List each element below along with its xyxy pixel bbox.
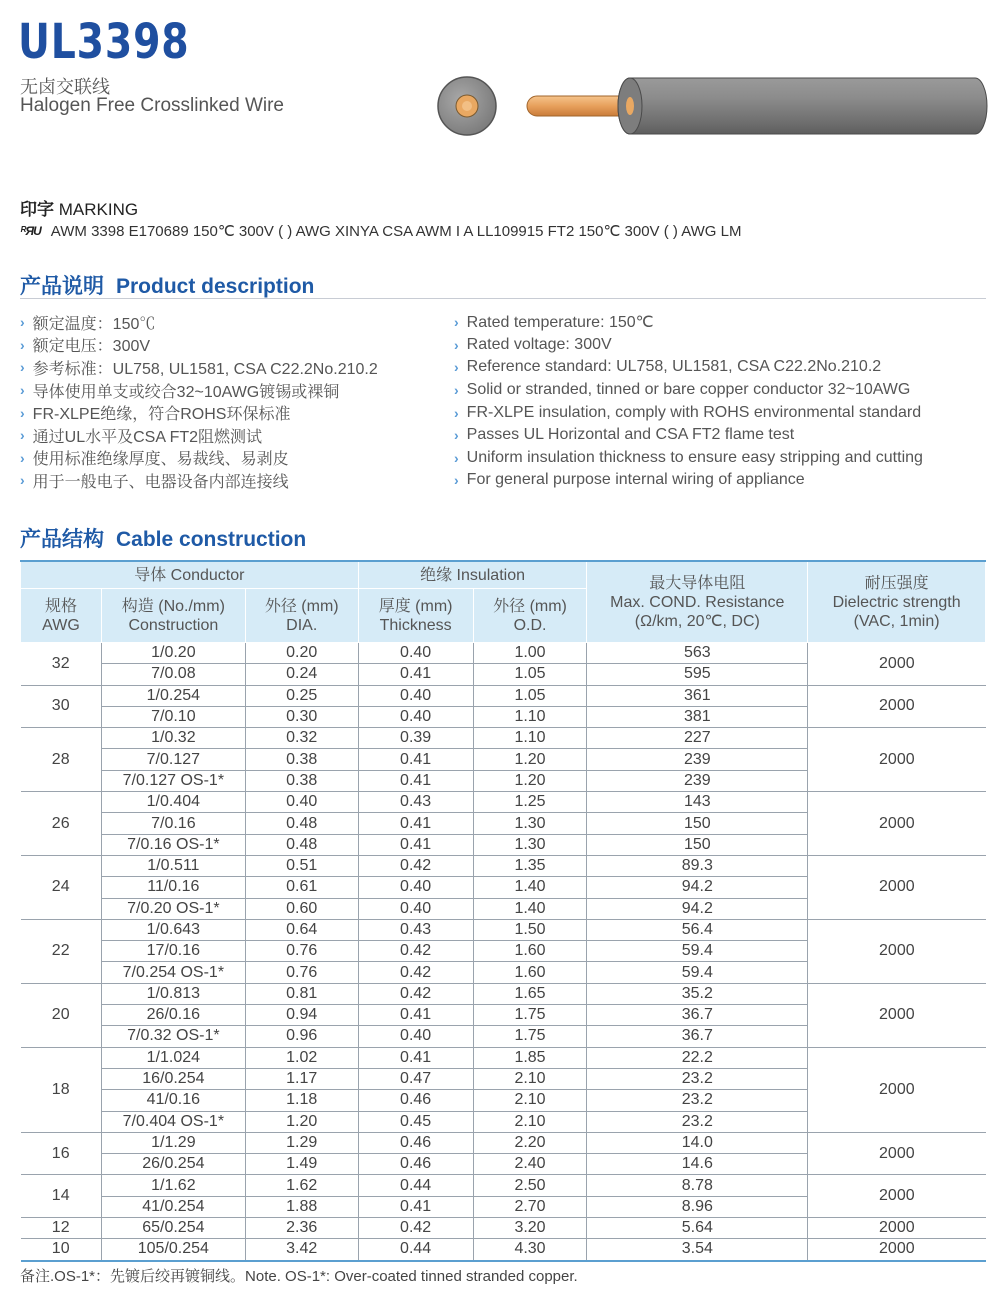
thickness-cell: 0.41 [358, 834, 473, 855]
awg-cell: 30 [21, 685, 102, 728]
chevron-right-icon: › [20, 472, 25, 489]
thickness-header-line: Thickness [379, 616, 452, 634]
description-item [454, 334, 923, 357]
construction-cell: 7/0.32 OS-1* [101, 1026, 245, 1047]
dia-cell: 0.48 [245, 834, 358, 855]
table-row [21, 643, 986, 664]
dia-cell: 0.51 [245, 855, 358, 876]
awg-cell: 12 [21, 1218, 102, 1239]
thickness-cell: 0.41 [358, 749, 473, 770]
construction-cell: 11/0.16 [101, 877, 245, 898]
description-item-text: Passes UL Horizontal and CSA FT2 flame test [466, 426, 795, 444]
dia-cell: 0.48 [245, 813, 358, 834]
thickness-cell: 0.42 [358, 983, 473, 1004]
construction-cell: 1/0.32 [101, 728, 245, 749]
table-row [21, 1175, 986, 1196]
thickness-cell: 0.40 [358, 1026, 473, 1047]
conductor-group-header: 导体 Conductor [21, 561, 359, 589]
thickness-cell: 0.42 [358, 962, 473, 983]
description-item-text: Uniform insulation thickness to ensure easy stripping and cutting [466, 448, 923, 466]
dia-cell: 1.17 [245, 1068, 358, 1089]
construction-cell: 41/0.16 [101, 1090, 245, 1111]
marking-line [20, 222, 741, 240]
construction-cell: 16/0.254 [101, 1068, 245, 1089]
dia-cell: 0.38 [245, 770, 358, 791]
od-cell: 2.10 [473, 1111, 587, 1132]
dia-cell: 1.02 [245, 1047, 358, 1068]
construction-cell: 7/0.20 OS-1* [101, 898, 245, 919]
resistance-cell: 8.96 [587, 1196, 808, 1217]
dia-cell: 1.88 [245, 1196, 358, 1217]
thickness-cell: 0.40 [358, 706, 473, 727]
construction-cell: 1/0.20 [101, 643, 245, 664]
thickness-cell: 0.40 [358, 898, 473, 919]
dia-cell: 0.76 [245, 941, 358, 962]
thickness-cell: 0.39 [358, 728, 473, 749]
dielectric-cell: 2000 [808, 1175, 986, 1218]
resistance-cell: 595 [587, 664, 808, 685]
construction-cell: 7/0.254 OS-1* [101, 962, 245, 983]
thickness-cell: 0.42 [358, 1218, 473, 1239]
construction-cell: 1/0.511 [101, 855, 245, 876]
od-header-line: O.D. [513, 616, 547, 634]
resistance-header-line: (Ω/km, 20℃, DC) [634, 612, 760, 630]
description-item [454, 401, 923, 424]
resistance-cell: 94.2 [587, 898, 808, 919]
od-cell: 2.10 [473, 1090, 587, 1111]
awg-cell: 22 [21, 919, 102, 983]
resistance-cell: 89.3 [587, 855, 808, 876]
marking-title-en: MARKING [58, 200, 139, 219]
resistance-cell: 23.2 [587, 1111, 808, 1132]
product-description-heading [20, 270, 314, 300]
resistance-cell: 22.2 [587, 1047, 808, 1068]
description-item [20, 356, 378, 379]
resistance-cell: 36.7 [587, 1026, 808, 1047]
dielectric-cell: 2000 [808, 685, 986, 728]
product-description-title-en: Product description [116, 275, 315, 298]
dia-cell: 1.49 [245, 1154, 358, 1175]
dia-cell: 0.64 [245, 919, 358, 940]
chevron-right-icon: › [20, 314, 25, 331]
od-cell: 2.50 [473, 1175, 587, 1196]
resistance-cell: 239 [587, 770, 808, 791]
chevron-right-icon: › [20, 359, 25, 376]
description-list-cn [20, 311, 378, 492]
od-cell: 1.35 [473, 855, 587, 876]
dielectric-header-line: Dielectric strength [832, 593, 961, 611]
resistance-cell: 143 [587, 792, 808, 813]
od-cell: 3.20 [473, 1218, 587, 1239]
construction-header-line: Construction [128, 616, 219, 634]
resistance-cell: 35.2 [587, 983, 808, 1004]
resistance-cell: 59.4 [587, 962, 808, 983]
thickness-cell: 0.41 [358, 813, 473, 834]
description-item [454, 424, 923, 447]
description-item-text: 额定温度：150℃ [32, 315, 156, 333]
dielectric-cell: 2000 [808, 983, 986, 1047]
chevron-right-icon: › [20, 336, 25, 353]
table-row [21, 919, 986, 940]
construction-cell: 41/0.254 [101, 1196, 245, 1217]
section-divider [20, 298, 986, 299]
awg-cell: 16 [21, 1132, 102, 1175]
dia-cell: 0.38 [245, 749, 358, 770]
footnote: 备注.OS-1*：先镀后绞再镀铜线。Note. OS-1*: Over-coated tinned stranded copper. [20, 1268, 578, 1285]
od-cell: 1.05 [473, 685, 587, 706]
awg-header [21, 589, 102, 643]
construction-cell: 17/0.16 [101, 941, 245, 962]
awg-cell: 28 [21, 728, 102, 792]
description-item-text: 导体使用单支或绞合32~10AWG镀锡或裸铜 [32, 383, 340, 401]
wire-side-view-icon [527, 78, 987, 134]
od-cell: 2.40 [473, 1154, 587, 1175]
thickness-cell: 0.45 [358, 1111, 473, 1132]
od-cell: 1.30 [473, 834, 587, 855]
od-cell: 1.60 [473, 941, 587, 962]
dia-cell: 0.25 [245, 685, 358, 706]
dielectric-cell: 2000 [808, 1218, 986, 1239]
table-row [21, 685, 986, 706]
resistance-cell: 361 [587, 685, 808, 706]
description-item [454, 379, 923, 402]
construction-cell: 7/0.10 [101, 706, 245, 727]
description-item [20, 447, 378, 470]
thickness-cell: 0.40 [358, 685, 473, 706]
resistance-header-line: Max. COND. Resistance [610, 593, 785, 611]
description-item [20, 311, 378, 334]
thickness-cell: 0.40 [358, 643, 473, 664]
resistance-cell: 5.64 [587, 1218, 808, 1239]
chevron-right-icon: › [454, 449, 459, 466]
description-item [454, 356, 923, 379]
table-row [21, 1047, 986, 1068]
description-item-text: Rated temperature: 150℃ [466, 314, 654, 332]
od-cell: 1.30 [473, 813, 587, 834]
od-cell: 1.40 [473, 877, 587, 898]
resistance-cell: 227 [587, 728, 808, 749]
construction-cell: 7/0.127 [101, 749, 245, 770]
awg-header-line: 规格 [44, 597, 77, 615]
awg-cell: 14 [21, 1175, 102, 1218]
insulation-group-header: 绝缘 Insulation [358, 561, 587, 589]
dielectric-header-line: (VAC, 1min) [853, 612, 940, 630]
description-item [454, 447, 923, 470]
construction-cell: 7/0.127 OS-1* [101, 770, 245, 791]
thickness-cell: 0.44 [358, 1175, 473, 1196]
awg-cell: 20 [21, 983, 102, 1047]
awg-cell: 10 [21, 1239, 102, 1261]
chevron-right-icon: › [454, 472, 459, 489]
chevron-right-icon: › [20, 404, 25, 421]
dielectric-cell: 2000 [808, 728, 986, 792]
od-cell: 1.20 [473, 749, 587, 770]
marking-title-cn: 印字 [20, 200, 54, 219]
description-item [20, 424, 378, 447]
description-item-text: For general purpose internal wiring of appliance [466, 471, 805, 489]
description-item [454, 469, 923, 492]
od-cell: 1.05 [473, 664, 587, 685]
construction-cell: 1/1.62 [101, 1175, 245, 1196]
chevron-right-icon: › [454, 359, 459, 376]
thickness-cell: 0.41 [358, 770, 473, 791]
thickness-cell: 0.43 [358, 919, 473, 940]
description-item-text: 参考标准：UL758, UL1581, CSA C22.2No.210.2 [32, 360, 378, 378]
subtitle-en: Halogen Free Crosslinked Wire [20, 95, 284, 116]
od-cell: 2.20 [473, 1132, 587, 1153]
od-cell: 1.75 [473, 1005, 587, 1026]
resistance-cell: 239 [587, 749, 808, 770]
thickness-header [358, 589, 473, 643]
thickness-cell: 0.46 [358, 1132, 473, 1153]
subtitle-cn: 无卤交联线 [20, 77, 110, 97]
thickness-cell: 0.42 [358, 855, 473, 876]
cable-construction-heading [20, 523, 306, 553]
dia-cell: 0.20 [245, 643, 358, 664]
thickness-header-line: 厚度 (mm) [378, 597, 453, 615]
ul-listed-logo-icon: ᴿЯU [20, 224, 41, 238]
od-cell: 1.10 [473, 728, 587, 749]
description-item [454, 311, 923, 334]
table-row [21, 983, 986, 1004]
dielectric-cell: 2000 [808, 792, 986, 856]
od-cell: 1.40 [473, 898, 587, 919]
awg-header-line: AWG [42, 616, 80, 634]
thickness-cell: 0.41 [358, 1196, 473, 1217]
construction-cell: 7/0.16 OS-1* [101, 834, 245, 855]
description-item-text: 用于一般电子、电器设备内部连接线 [32, 473, 289, 491]
od-cell: 1.85 [473, 1047, 587, 1068]
dielectric-header-line: 耐压强度 [864, 574, 929, 592]
table-row [21, 728, 986, 749]
construction-cell: 1/0.254 [101, 685, 245, 706]
wire-cross-section-icon [438, 77, 496, 135]
dielectric-cell: 2000 [808, 643, 986, 686]
resistance-cell: 563 [587, 643, 808, 664]
resistance-cell: 23.2 [587, 1090, 808, 1111]
description-item [20, 469, 378, 492]
resistance-header [587, 561, 808, 643]
construction-cell: 26/0.254 [101, 1154, 245, 1175]
construction-cell: 1/1.024 [101, 1047, 245, 1068]
od-cell: 1.00 [473, 643, 587, 664]
construction-cell: 26/0.16 [101, 1005, 245, 1026]
dia-cell: 1.20 [245, 1111, 358, 1132]
table-row [21, 792, 986, 813]
table-row [21, 855, 986, 876]
resistance-cell: 36.7 [587, 1005, 808, 1026]
thickness-cell: 0.44 [358, 1239, 473, 1261]
description-item [20, 401, 378, 424]
dia-cell: 0.30 [245, 706, 358, 727]
od-cell: 2.10 [473, 1068, 587, 1089]
page-title: UL3398 [18, 14, 190, 70]
dia-cell: 0.94 [245, 1005, 358, 1026]
dia-header [245, 589, 358, 643]
dielectric-cell: 2000 [808, 919, 986, 983]
cable-construction-title-cn: 产品结构 [20, 528, 104, 551]
chevron-right-icon: › [20, 382, 25, 399]
dielectric-header [808, 561, 986, 643]
table-row [21, 1132, 986, 1153]
od-cell: 1.60 [473, 962, 587, 983]
thickness-cell: 0.47 [358, 1068, 473, 1089]
dia-cell: 0.32 [245, 728, 358, 749]
od-header [473, 589, 587, 643]
od-cell: 1.50 [473, 919, 587, 940]
resistance-cell: 14.6 [587, 1154, 808, 1175]
marking-heading [20, 195, 138, 220]
construction-header-line: 构造 (No./mm) [121, 597, 225, 615]
chevron-right-icon: › [20, 449, 25, 466]
construction-cell: 7/0.404 OS-1* [101, 1111, 245, 1132]
description-list-en [454, 311, 923, 492]
construction-cell: 7/0.08 [101, 664, 245, 685]
chevron-right-icon: › [454, 314, 459, 331]
description-item-text: 使用标准绝缘厚度、易裁线、易剥皮 [32, 451, 289, 469]
dia-cell: 0.61 [245, 877, 358, 898]
dia-cell: 3.42 [245, 1239, 358, 1261]
dia-cell: 1.18 [245, 1090, 358, 1111]
dia-header-line: 外径 (mm) [264, 597, 339, 615]
od-cell: 1.25 [473, 792, 587, 813]
dielectric-cell: 2000 [808, 1047, 986, 1132]
chevron-right-icon: › [454, 427, 459, 444]
thickness-cell: 0.40 [358, 877, 473, 898]
od-header-line: 外径 (mm) [493, 597, 567, 615]
description-item-text: FR-XLPE绝缘，符合ROHS环保标准 [32, 406, 291, 424]
construction-cell: 1/0.643 [101, 919, 245, 940]
od-cell: 1.10 [473, 706, 587, 727]
dia-cell: 1.29 [245, 1132, 358, 1153]
thickness-cell: 0.43 [358, 792, 473, 813]
resistance-cell: 14.0 [587, 1132, 808, 1153]
awg-cell: 26 [21, 792, 102, 856]
resistance-header-line: 最大导体电阻 [649, 574, 746, 592]
description-item-text: Rated voltage: 300V [466, 335, 612, 353]
dia-header-line: DIA. [286, 616, 318, 634]
dia-cell: 0.60 [245, 898, 358, 919]
construction-header [101, 589, 245, 643]
description-item-text: FR-XLPE insulation, comply with ROHS environmental standard [466, 403, 922, 421]
description-item-text: Solid or stranded, tinned or bare copper conductor 32~10AWG [466, 381, 911, 399]
resistance-cell: 3.54 [587, 1239, 808, 1261]
dia-cell: 0.24 [245, 664, 358, 685]
table-body [21, 643, 986, 1261]
resistance-cell: 381 [587, 706, 808, 727]
dia-cell: 0.96 [245, 1026, 358, 1047]
construction-cell: 65/0.254 [101, 1218, 245, 1239]
thickness-cell: 0.41 [358, 1005, 473, 1026]
thickness-cell: 0.41 [358, 664, 473, 685]
od-cell: 1.75 [473, 1026, 587, 1047]
cable-construction-title-en: Cable construction [116, 528, 307, 551]
description-item-text: Reference standard: UL758, UL1581, CSA C22.2No.210.2 [466, 358, 882, 376]
construction-cell: 7/0.16 [101, 813, 245, 834]
od-cell: 1.20 [473, 770, 587, 791]
dielectric-cell: 2000 [808, 1132, 986, 1175]
dia-cell: 1.62 [245, 1175, 358, 1196]
dia-cell: 0.76 [245, 962, 358, 983]
cable-construction-table [20, 560, 986, 1262]
product-description-title-cn: 产品说明 [20, 275, 104, 298]
awg-cell: 24 [21, 855, 102, 919]
description-item-text: 额定电压：300V [32, 338, 151, 356]
resistance-cell: 23.2 [587, 1068, 808, 1089]
table-row [21, 1218, 986, 1239]
dia-cell: 0.81 [245, 983, 358, 1004]
table-row [21, 1239, 986, 1261]
chevron-right-icon: › [454, 336, 459, 353]
resistance-cell: 94.2 [587, 877, 808, 898]
dia-cell: 0.40 [245, 792, 358, 813]
dia-cell: 2.36 [245, 1218, 358, 1239]
resistance-cell: 59.4 [587, 941, 808, 962]
wire-illustration [430, 70, 990, 140]
thickness-cell: 0.46 [358, 1154, 473, 1175]
thickness-cell: 0.42 [358, 941, 473, 962]
construction-cell: 1/0.813 [101, 983, 245, 1004]
resistance-cell: 150 [587, 834, 808, 855]
construction-cell: 105/0.254 [101, 1239, 245, 1261]
thickness-cell: 0.41 [358, 1047, 473, 1068]
resistance-cell: 150 [587, 813, 808, 834]
resistance-cell: 56.4 [587, 919, 808, 940]
awg-cell: 32 [21, 643, 102, 686]
marking-text: AWM 3398 E170689 150℃ 300V ( ) AWG XINYA CSA AWM I A LL109915 FT2 150℃ 300V ( ) AWG LM [50, 223, 742, 240]
chevron-right-icon: › [454, 382, 459, 399]
description-item [20, 379, 378, 402]
dielectric-cell: 2000 [808, 855, 986, 919]
od-cell: 4.30 [473, 1239, 587, 1261]
od-cell: 2.70 [473, 1196, 587, 1217]
od-cell: 1.65 [473, 983, 587, 1004]
thickness-cell: 0.46 [358, 1090, 473, 1111]
awg-cell: 18 [21, 1047, 102, 1132]
construction-cell: 1/1.29 [101, 1132, 245, 1153]
chevron-right-icon: › [20, 427, 25, 444]
dielectric-cell: 2000 [808, 1239, 986, 1261]
description-item-text: 通过UL水平及CSA FT2阻燃测试 [32, 428, 263, 446]
description-item [20, 334, 378, 357]
resistance-cell: 8.78 [587, 1175, 808, 1196]
chevron-right-icon: › [454, 404, 459, 421]
construction-cell: 1/0.404 [101, 792, 245, 813]
